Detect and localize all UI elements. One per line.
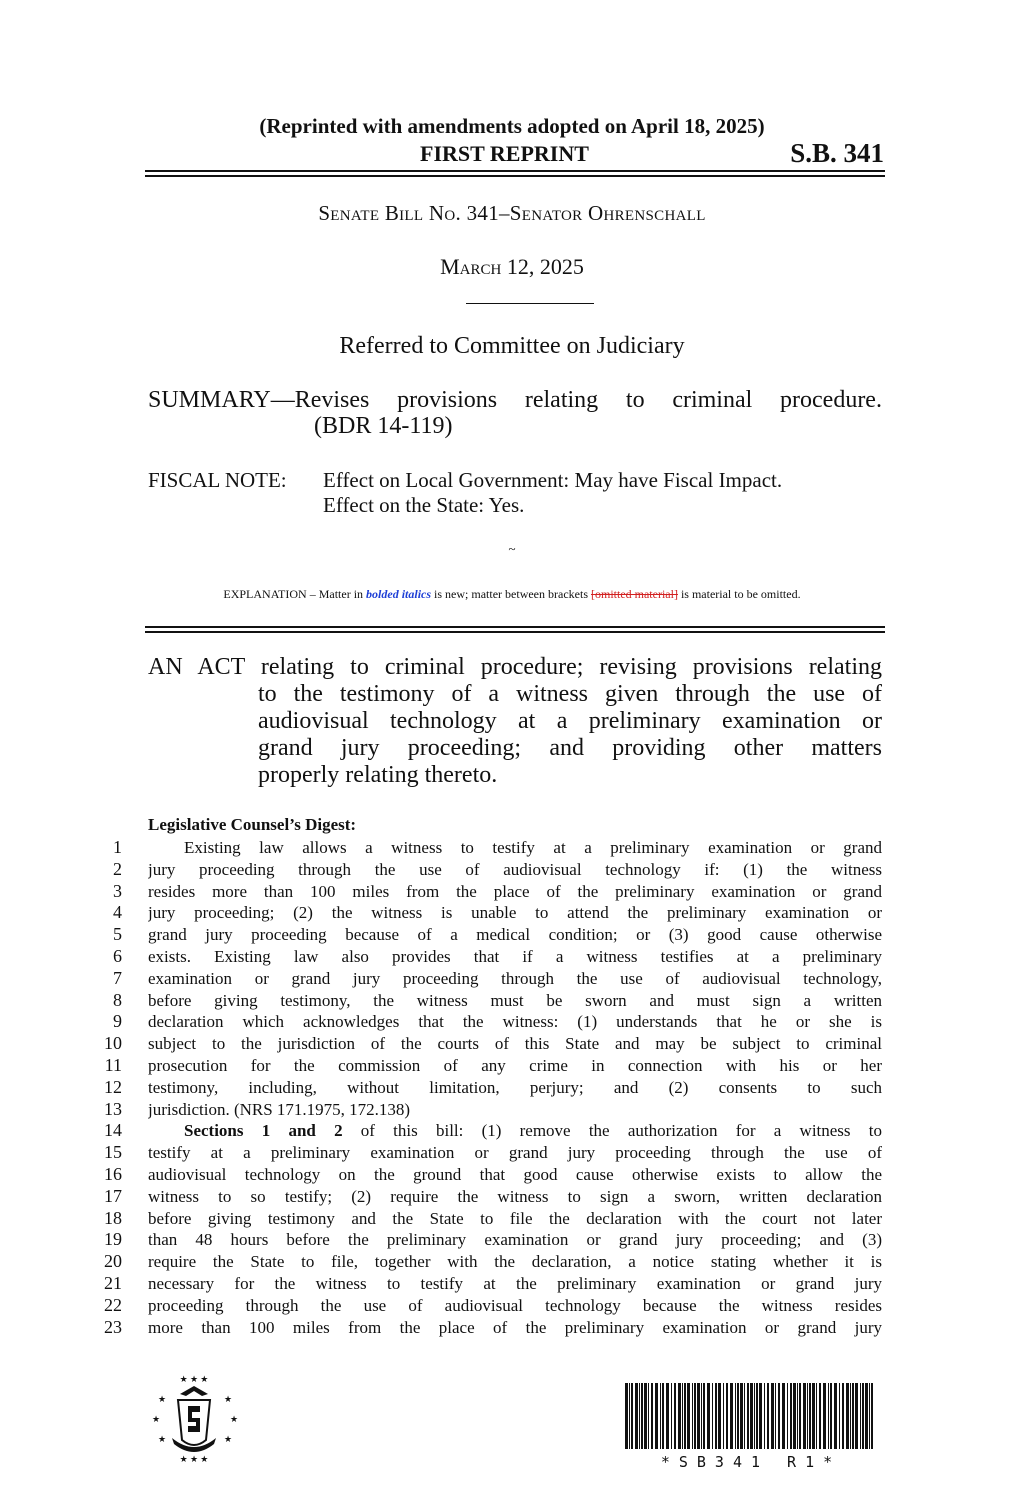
line-number: 11 (104, 1054, 122, 1075)
barcode-bar (629, 1383, 630, 1449)
barcode-bar (803, 1383, 806, 1449)
line-number: 9 (113, 1011, 122, 1032)
digest-line (94, 1186, 882, 1208)
digest-line-text: prosecution for the commission of any crime in connection with his or her (148, 1055, 882, 1075)
digest-text (148, 990, 882, 1012)
digest-text (148, 1208, 882, 1230)
digest-line-text: than 48 hours before the preliminary examination or grand jury proceeding; and (3) (148, 1230, 882, 1250)
barcode-bar (707, 1383, 710, 1449)
barcode-bar (764, 1383, 765, 1449)
line-number: 18 (104, 1207, 122, 1228)
barcode-bar (625, 1383, 628, 1449)
line-number: 5 (113, 924, 122, 945)
digest-line-text: resides more than 100 miles from the place of the preliminary examination or grand (148, 881, 882, 901)
barcode-bar (641, 1383, 643, 1449)
barcode-bar (694, 1383, 696, 1449)
digest-line-text: before giving testimony, the witness must be sworn and must sign a written (148, 990, 882, 1010)
digest-line (94, 902, 882, 924)
barcode-bar (747, 1383, 749, 1449)
line-number: 21 (104, 1272, 122, 1293)
fiscal-note (148, 468, 782, 518)
digest-line-text: testify at a preliminary examination or grand jury proceeding through the use of (148, 1143, 882, 1163)
digest-text (148, 881, 882, 903)
barcode-bar (684, 1383, 686, 1449)
summary-word: criminal (672, 387, 753, 413)
barcode-bar (816, 1383, 817, 1449)
act-line: audiovisual technology at a preliminary examination or (258, 708, 882, 734)
digest-line-text: jurisdiction. (NRS 171.1975, 172.138) (148, 1099, 411, 1119)
digest-line-text: require the State to file, together with the declaration, a notice stating whether it is (148, 1252, 882, 1272)
line-number: 23 (104, 1316, 122, 1337)
line-number: 16 (104, 1163, 122, 1184)
summary-line (148, 387, 882, 413)
explanation (0, 587, 1024, 602)
line-number: 2 (113, 858, 122, 879)
header-divider (145, 170, 885, 177)
digest-text (148, 1011, 882, 1033)
act-title (148, 654, 882, 789)
digest-text (148, 1186, 882, 1208)
digest-line (94, 968, 882, 990)
digest-text (148, 859, 882, 881)
barcode-bar (682, 1383, 683, 1449)
barcode-bar (775, 1383, 776, 1449)
svg-text:★: ★ (158, 1394, 167, 1404)
barcode-bar (778, 1383, 780, 1449)
digest-line-text: of this bill: (1) remove the authorization for a witness to (342, 1121, 882, 1141)
barcode-bar (635, 1383, 638, 1449)
barcode-bar (660, 1383, 661, 1449)
digest-heading: Legislative Counsel’s Digest: (148, 815, 357, 834)
digest-line-text: before giving testimony and the State to file the declaration with the court not later (148, 1208, 882, 1228)
digest-line (94, 837, 882, 859)
digest-line (94, 1011, 882, 1033)
svg-text:★: ★ (224, 1434, 233, 1444)
barcode-bar (718, 1383, 721, 1449)
digest-line (94, 1120, 882, 1142)
summary-word: procedure. (780, 387, 882, 413)
digest-line-text: examination or grand jury proceeding through the use of audiovisual technology, (148, 968, 882, 988)
digest-line (94, 1273, 882, 1295)
barcode-bar (839, 1383, 840, 1449)
line-number: 6 (113, 945, 122, 966)
line-number: 8 (113, 989, 122, 1010)
line-number: 12 (104, 1076, 122, 1097)
digest-line-text: grand jury proceeding because of a medical condition; or (3) good cause otherwise (148, 925, 882, 945)
summary-word: relating (524, 387, 599, 413)
barcode-bar (771, 1383, 774, 1449)
barcode-bar (740, 1383, 743, 1449)
barcode-bar (865, 1383, 868, 1449)
line-number: 10 (104, 1033, 122, 1054)
barcode-bar (639, 1383, 640, 1449)
barcode-bar (842, 1383, 844, 1449)
barcode-bar (862, 1383, 864, 1449)
barcode-bar (871, 1383, 873, 1449)
line-number: 1 (113, 837, 122, 857)
tilde-mark: ~ (508, 541, 516, 556)
barcode-bar (790, 1383, 792, 1449)
digest-line-text: exists. Existing law also provides that if a witness testifies at a preliminary (148, 946, 882, 966)
digest-line (94, 1099, 882, 1121)
digest-text (148, 837, 882, 859)
digest-text (148, 1273, 882, 1295)
barcode-bar (662, 1383, 664, 1449)
barcode-bar (697, 1383, 700, 1449)
barcode-bar (812, 1383, 815, 1449)
summary-word: provisions (397, 387, 498, 413)
digest-line-text: more than 100 miles from the place of the preliminary examination or grand jury (148, 1317, 882, 1337)
barcode-bar (807, 1383, 808, 1449)
svg-text:★: ★ (158, 1434, 167, 1444)
barcode-bar (799, 1383, 801, 1449)
digest-text (148, 968, 882, 990)
barcode-bar (793, 1383, 796, 1449)
digest-text (148, 1317, 882, 1339)
line-number: 17 (104, 1185, 122, 1206)
svg-text:★ ★ ★: ★ ★ ★ (179, 1454, 209, 1464)
barcode-bar (735, 1383, 736, 1449)
line-number: 4 (113, 902, 122, 923)
omitted-matter-sample: [omitted material] (590, 587, 678, 601)
bdr-number: (BDR 14-119) (314, 413, 453, 439)
act-line: to the testimony of a witness given through the use of (258, 681, 882, 707)
barcode-bar (850, 1383, 851, 1449)
barcode-bar (648, 1383, 649, 1449)
digest-line (94, 1077, 882, 1099)
svg-text:★: ★ (224, 1394, 233, 1404)
new-matter-sample: bolded italics (366, 587, 432, 601)
act-line: properly relating thereto. (258, 762, 498, 788)
line-number: 19 (104, 1229, 122, 1250)
digest-text (148, 1099, 882, 1121)
explanation-divider (145, 626, 885, 633)
title-divider (466, 303, 594, 304)
digest-line-text: jury proceeding through the use of audiovisual technology if: (1) the witness (148, 859, 882, 879)
barcode-bar (678, 1383, 681, 1449)
barcode-bar (692, 1383, 693, 1449)
line-number: 3 (113, 880, 122, 901)
digest-line-text: necessary for the witness to testify at the preliminary examination or grand jury (148, 1273, 882, 1293)
barcode-bar (846, 1383, 849, 1449)
digest-body (94, 837, 882, 1338)
barcode-bar (655, 1383, 658, 1449)
digest-line (94, 1317, 882, 1339)
barcode-bar (750, 1383, 753, 1449)
digest-line (94, 1229, 882, 1251)
barcode-bar (782, 1383, 785, 1449)
digest-line-text: declaration which acknowledges that the witness: (1) understands that he or she is (148, 1012, 882, 1032)
reprint-note: (Reprinted with amendments adopted on April 18, 2025) (259, 114, 765, 138)
svg-text:★: ★ (230, 1414, 239, 1424)
barcode-bar (703, 1383, 705, 1449)
digest-line (94, 1142, 882, 1164)
barcode (625, 1383, 877, 1453)
digest-line (94, 1251, 882, 1273)
barcode-bar (701, 1383, 702, 1449)
digest-text (148, 1142, 882, 1164)
digest-text (148, 1033, 882, 1055)
fiscal-state: Effect on the State: Yes. (323, 493, 525, 517)
barcode-bar (787, 1383, 788, 1449)
act-line: AN ACT relating to criminal procedure; revising provisions relating (148, 654, 882, 680)
svg-text:★: ★ (152, 1414, 161, 1424)
barcode-bar (855, 1383, 858, 1449)
barcode-bar (823, 1383, 826, 1449)
barcode-bar (767, 1383, 769, 1449)
barcode-bar (723, 1383, 724, 1449)
summary-word: SUMMARY—Revises (148, 387, 370, 413)
digest-text (148, 1164, 882, 1186)
digest-line-text: proceeding through the use of audiovisual technology because the witness resides (148, 1295, 882, 1315)
barcode-bar (797, 1383, 798, 1449)
barcode-bar (666, 1383, 669, 1449)
explanation-middle: is new; matter between brackets (431, 587, 591, 601)
barcode-bar (834, 1383, 837, 1449)
barcode-text: *SB341 R1* (660, 1453, 842, 1471)
reprint-label: FIRST REPRINT (420, 141, 589, 166)
digest-line (94, 881, 882, 903)
barcode-bar (687, 1383, 690, 1449)
digest-text (148, 1251, 882, 1273)
digest-line-text: audiovisual technology on the ground that good cause otherwise exists to allow the (148, 1164, 882, 1184)
digest-text (148, 1077, 882, 1099)
barcode-bar (712, 1383, 713, 1449)
barcode-bar (744, 1383, 745, 1449)
line-number: 15 (104, 1142, 122, 1163)
barcode-bar (860, 1383, 861, 1449)
digest-line (94, 1055, 882, 1077)
barcode-bar (715, 1383, 717, 1449)
digest-line-text: subject to the jurisdiction of the courts of this State and may be subject to criminal (148, 1034, 882, 1054)
bill-date: March 12, 2025 (440, 254, 584, 279)
line-number: 22 (104, 1294, 122, 1315)
digest-line (94, 859, 882, 881)
digest-text (148, 1295, 882, 1317)
digest-line (94, 990, 882, 1012)
explanation-prefix: EXPLANATION – Matter in (223, 587, 367, 601)
act-line: grand jury proceeding; and providing other matters (258, 735, 882, 761)
bill-title: Senate Bill No. 341–Senator Ohrenschall (318, 201, 706, 225)
barcode-bar (759, 1383, 762, 1449)
barcode-bar (756, 1383, 758, 1449)
state-seal-icon (148, 1372, 240, 1464)
barcode-bar (830, 1383, 832, 1449)
summary-word: to (625, 387, 645, 413)
line-number: 13 (104, 1098, 122, 1119)
barcode-bar (809, 1383, 811, 1449)
digest-line (94, 1295, 882, 1317)
barcode-bar (754, 1383, 755, 1449)
digest-line-text: jury proceeding; (2) the witness is unable to attend the preliminary examination or (148, 903, 882, 923)
fiscal-local: Effect on Local Government: May have Fiscal Impact. (323, 468, 783, 492)
fiscal-note-label: FISCAL NOTE: (148, 468, 287, 492)
digest-line-text: witness to so testify; (2) require the witness to sign a sworn, written declaration (148, 1186, 882, 1206)
barcode-bar (726, 1383, 728, 1449)
barcode-bar (737, 1383, 739, 1449)
line-number: 14 (104, 1120, 122, 1141)
digest-line (94, 1208, 882, 1230)
digest-line (94, 1164, 882, 1186)
digest-text (148, 1120, 882, 1142)
digest-line (94, 946, 882, 968)
barcode-bar (730, 1383, 733, 1449)
barcode-bar (674, 1383, 676, 1449)
barcode-bar (819, 1383, 821, 1449)
digest-text (148, 1055, 882, 1077)
barcode-bar (671, 1383, 672, 1449)
line-number: 20 (104, 1251, 122, 1272)
svg-text:★ ★ ★: ★ ★ ★ (179, 1374, 209, 1384)
barcode-bar (651, 1383, 653, 1449)
digest-text (148, 902, 882, 924)
digest-line-text: Existing law allows a witness to testify at a preliminary examination or grand (184, 838, 882, 857)
digest-text (148, 924, 882, 946)
barcode-bar (869, 1383, 870, 1449)
digest-text (148, 1229, 882, 1251)
barcode-bar (852, 1383, 854, 1449)
digest-text (148, 946, 882, 968)
digest-line (94, 1033, 882, 1055)
digest-line (94, 924, 882, 946)
digest-bold-text: Sections 1 and 2 (184, 1121, 343, 1141)
summary (148, 387, 882, 439)
referral: Referred to Committee on Judiciary (339, 333, 685, 359)
digest-line-text: testimony, including, without limitation, perjury; and (2) consents to such (148, 1077, 882, 1097)
line-number: 7 (113, 967, 122, 988)
barcode-bar (631, 1383, 633, 1449)
bill-number: S.B. 341 (790, 138, 884, 168)
explanation-suffix: is material to be omitted. (677, 587, 801, 601)
barcode-bar (828, 1383, 829, 1449)
barcode-bar (644, 1383, 647, 1449)
